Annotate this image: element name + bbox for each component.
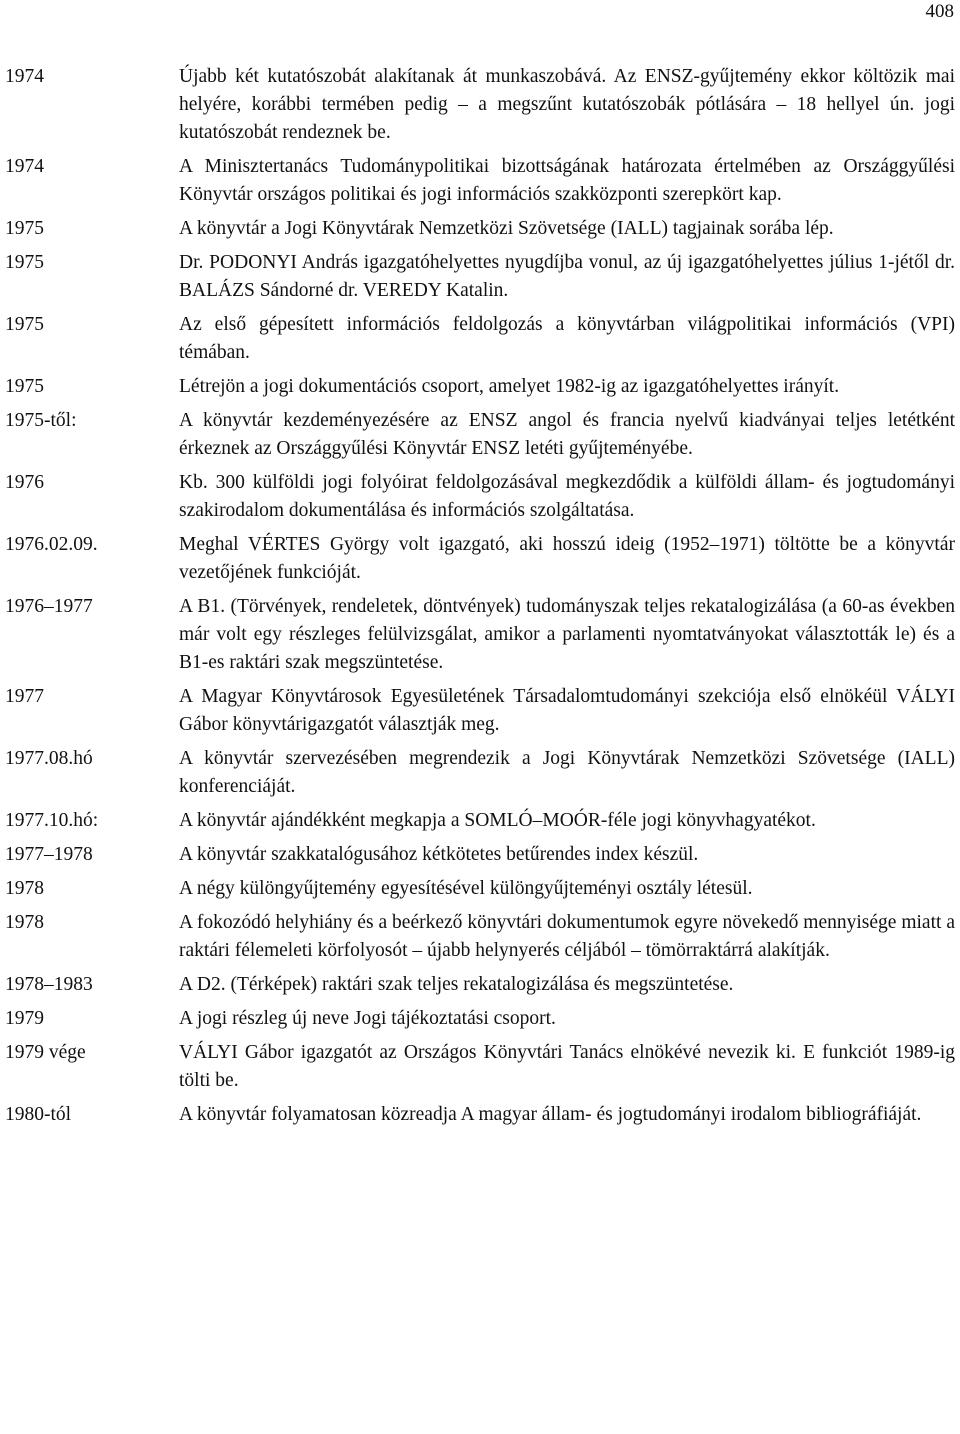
chronology-entry (5, 215, 955, 243)
chronology-entry (5, 1039, 955, 1095)
chronology-entry (5, 875, 955, 903)
entry-date: 1975-től: (5, 410, 77, 431)
entry-date: 1976 (5, 472, 44, 493)
chronology-entry (5, 807, 955, 835)
entry-text: A fokozódó helyhiány és a beérkező könyvtári dokumentumok egyre növekedő mennyisége miatt a raktári félemeleti körfolyosót – újabb helynyerés céljából – tömörraktárrá alakítják. (179, 912, 955, 961)
entry-text: Újabb két kutatószobát alakítanak át munkaszobává. Az ENSZ-gyűjtemény ekkor költözik mai helyére, korábbi termében pedig – a megszűnt kutatószobák pótlására – 18 hellyel ún. jogi kutatószobát rendeznek be. (179, 66, 955, 143)
chronology-entry (5, 63, 955, 147)
entry-date: 1975 (5, 218, 44, 239)
entry-text: A könyvtár szervezésében megrendezik a Jogi Könyvtárak Nemzetközi Szövetsége (IALL) konferenciáját. (179, 748, 955, 797)
entry-text: A könyvtár kezdeményezésére az ENSZ angol és francia nyelvű kiadványai teljes letétként érkeznek az Országgyűlési Könyvtár ENSZ letéti gyűjteményébe. (179, 410, 955, 459)
entry-text: A négy különgyűjtemény egyesítésével különgyűjteményi osztály létesül. (179, 878, 753, 899)
chronology-entry (5, 841, 955, 869)
chronology-entry (5, 1101, 955, 1129)
entry-text: VÁLYI Gábor igazgatót az Országos Könyvtári Tanács elnökévé nevezik ki. E funkciót 1989-ig tölti be. (179, 1042, 955, 1091)
chronology-entry (5, 593, 955, 677)
entry-date: 1979 vége (5, 1042, 86, 1063)
chronology-entry (5, 469, 955, 525)
entry-date: 1977 (5, 686, 44, 707)
entry-text: A könyvtár a Jogi Könyvtárak Nemzetközi Szövetsége (IALL) tagjainak sorába lép. (179, 218, 834, 239)
entry-text: Meghal VÉRTES György volt igazgató, aki hosszú ideig (1952–1971) töltötte be a könyvtár vezetőjének funkcióját. (179, 534, 955, 583)
entry-text: A jogi részleg új neve Jogi tájékoztatási csoport. (179, 1008, 556, 1029)
chronology-entry (5, 407, 955, 463)
page-number: 408 (925, 1, 954, 22)
chronology-entry (5, 745, 955, 801)
entry-date: 1978 (5, 912, 44, 933)
entry-text: A D2. (Térképek) raktári szak teljes rekatalogizálása és megszüntetése. (179, 974, 734, 995)
entry-date: 1977–1978 (5, 844, 93, 865)
chronology-entry (5, 971, 955, 999)
entry-text: A B1. (Törvények, rendeletek, döntvények) tudományszak teljes rekatalogizálása (a 60-as években már volt egy részleges felülvizsgálat, amikor a parlamenti nyomtatványokat választották le) és a B1-es raktári szak megszüntetése. (179, 596, 955, 673)
chronology-entry (5, 373, 955, 401)
chronology-entry (5, 311, 955, 367)
entry-text: Létrejön a jogi dokumentációs csoport, amelyet 1982-ig az igazgatóhelyettes irányít. (179, 376, 840, 397)
entry-date: 1975 (5, 252, 44, 273)
entry-date: 1978 (5, 878, 44, 899)
entry-date: 1979 (5, 1008, 44, 1029)
entry-date: 1977.10.hó: (5, 810, 99, 831)
entry-date: 1976–1977 (5, 596, 93, 617)
entry-text: A könyvtár folyamatosan közreadja A magyar állam- és jogtudományi irodalom bibliográfiáját. (179, 1104, 922, 1125)
entry-text: A Magyar Könyvtárosok Egyesületének Társadalomtudományi szekciója első elnökéül VÁLYI Gábor könyvtárigazgatót választják meg. (179, 686, 955, 735)
entry-date: 1975 (5, 376, 44, 397)
entry-date: 1977.08.hó (5, 748, 93, 769)
chronology-entry (5, 909, 955, 965)
chronology-entry (5, 153, 955, 209)
entry-text: Dr. PODONYI András igazgatóhelyettes nyugdíjba vonul, az új igazgatóhelyettes július 1-jétől dr. BALÁZS Sándorné dr. VEREDY Katalin. (179, 252, 955, 301)
entry-date: 1974 (5, 156, 44, 177)
entry-date: 1976.02.09. (5, 534, 98, 555)
entry-text: Az első gépesített információs feldolgozás a könyvtárban világpolitikai információs (VPI) témában. (179, 314, 955, 363)
entry-date: 1978–1983 (5, 974, 93, 995)
entry-date: 1974 (5, 66, 44, 87)
entry-text: Kb. 300 külföldi jogi folyóirat feldolgozásával megkezdődik a külföldi állam- és jogtudományi szakirodalom dokumentálása és információs szolgáltatása. (179, 472, 955, 521)
chronology-entry (5, 683, 955, 739)
chronology-entry (5, 531, 955, 587)
entry-date: 1980-tól (5, 1104, 72, 1125)
entry-date: 1975 (5, 314, 44, 335)
entry-text: A könyvtár ajándékként megkapja a SOMLÓ–MOÓR-féle jogi könyvhagyatékot. (179, 810, 816, 831)
chronology-entry (5, 249, 955, 305)
entry-text: A könyvtár szakkatalógusához kétkötetes betűrendes index készül. (179, 844, 699, 865)
chronology-entry (5, 1005, 955, 1033)
chronology-list (5, 63, 955, 1135)
entry-text: A Minisztertanács Tudománypolitikai bizottságának határozata értelmében az Országgyűlési Könyvtár országos politikai és jogi információs szakközponti szerepkört kap. (179, 156, 955, 205)
